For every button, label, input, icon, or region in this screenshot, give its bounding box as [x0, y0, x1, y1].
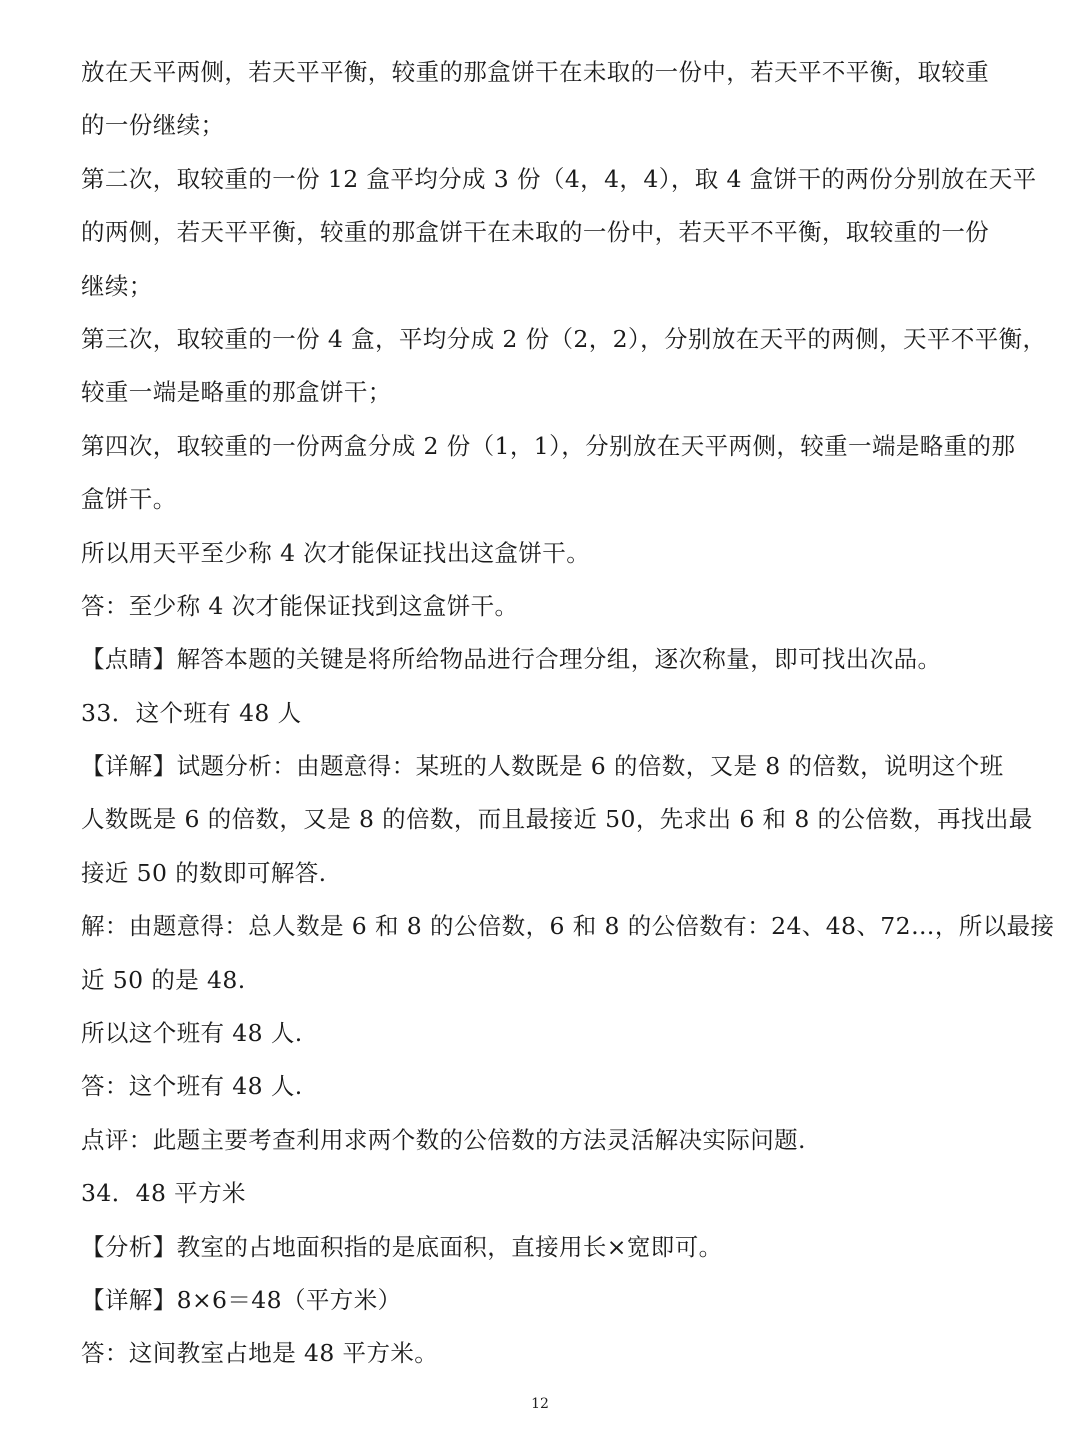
text-line: 较重一端是略重的那盒饼干；: [81, 378, 392, 407]
text-line: 所以这个班有 48 人.: [81, 1019, 303, 1048]
text-line: 的两侧，若天平平衡，较重的那盒饼干在未取的一份中，若天平不平衡，取较重的一份: [81, 218, 990, 247]
text-line: 【点睛】解答本题的关键是将所给物品进行合理分组，逐次称量，即可找出次品。: [81, 645, 942, 674]
text-line: 近 50 的是 48.: [81, 965, 246, 994]
text-line: 答：这个班有 48 人.: [81, 1072, 303, 1101]
text-line: 的一份继续；: [81, 111, 225, 140]
question-heading: 33．这个班有 48 人: [81, 698, 302, 727]
page-number: 12: [531, 1396, 549, 1412]
text-line: 第三次，取较重的一份 4 盒，平均分成 2 份（2，2），分别放在天平的两侧，天平不平衡，: [81, 324, 1047, 353]
text-line: 第四次，取较重的一份两盒分成 2 份（1，1），分别放在天平两侧，较重一端是略重的那: [81, 431, 1016, 460]
text-line: 接近 50 的数即可解答.: [81, 858, 327, 887]
text-line: 放在天平两侧，若天平平衡，较重的那盒饼干在未取的一份中，若天平不平衡，取较重: [81, 58, 990, 86]
text-line: 所以用天平至少称 4 次才能保证找出这盒饼干。: [81, 538, 591, 567]
text-line: 继续；: [81, 271, 153, 300]
text-line: 盒饼干。: [81, 485, 177, 514]
text-line: 【分析】教室的占地面积指的是底面积，直接用长×宽即可。: [81, 1232, 723, 1261]
text-line: 【详解】试题分析：由题意得：某班的人数既是 6 的倍数，又是 8 的倍数，说明这个班: [81, 752, 1004, 781]
text-line: 解：由题意得：总人数是 6 和 8 的公倍数，6 和 8 的公倍数有：24、48、72…，所以最接: [81, 912, 1055, 941]
document-body: [81, 46, 1055, 1381]
text-line: 点评：此题主要考查利用求两个数的公倍数的方法灵活解决实际问题.: [81, 1125, 806, 1154]
text-line: 人数既是 6 的倍数，又是 8 的倍数，而且最接近 50，先求出 6 和 8 的公倍数，再找出最: [81, 805, 1033, 834]
text-line: 【详解】8×6＝48（平方米）: [81, 1285, 402, 1314]
text-line: 答：至少称 4 次才能保证找到这盒饼干。: [81, 591, 519, 620]
text-line: 答：这间教室占地是 48 平方米。: [81, 1339, 439, 1368]
question-heading: 34．48 平方米: [81, 1179, 246, 1208]
text-line: 第二次，取较重的一份 12 盒平均分成 3 份（4，4，4），取 4 盒饼干的两份分别放在天平: [81, 164, 1037, 193]
